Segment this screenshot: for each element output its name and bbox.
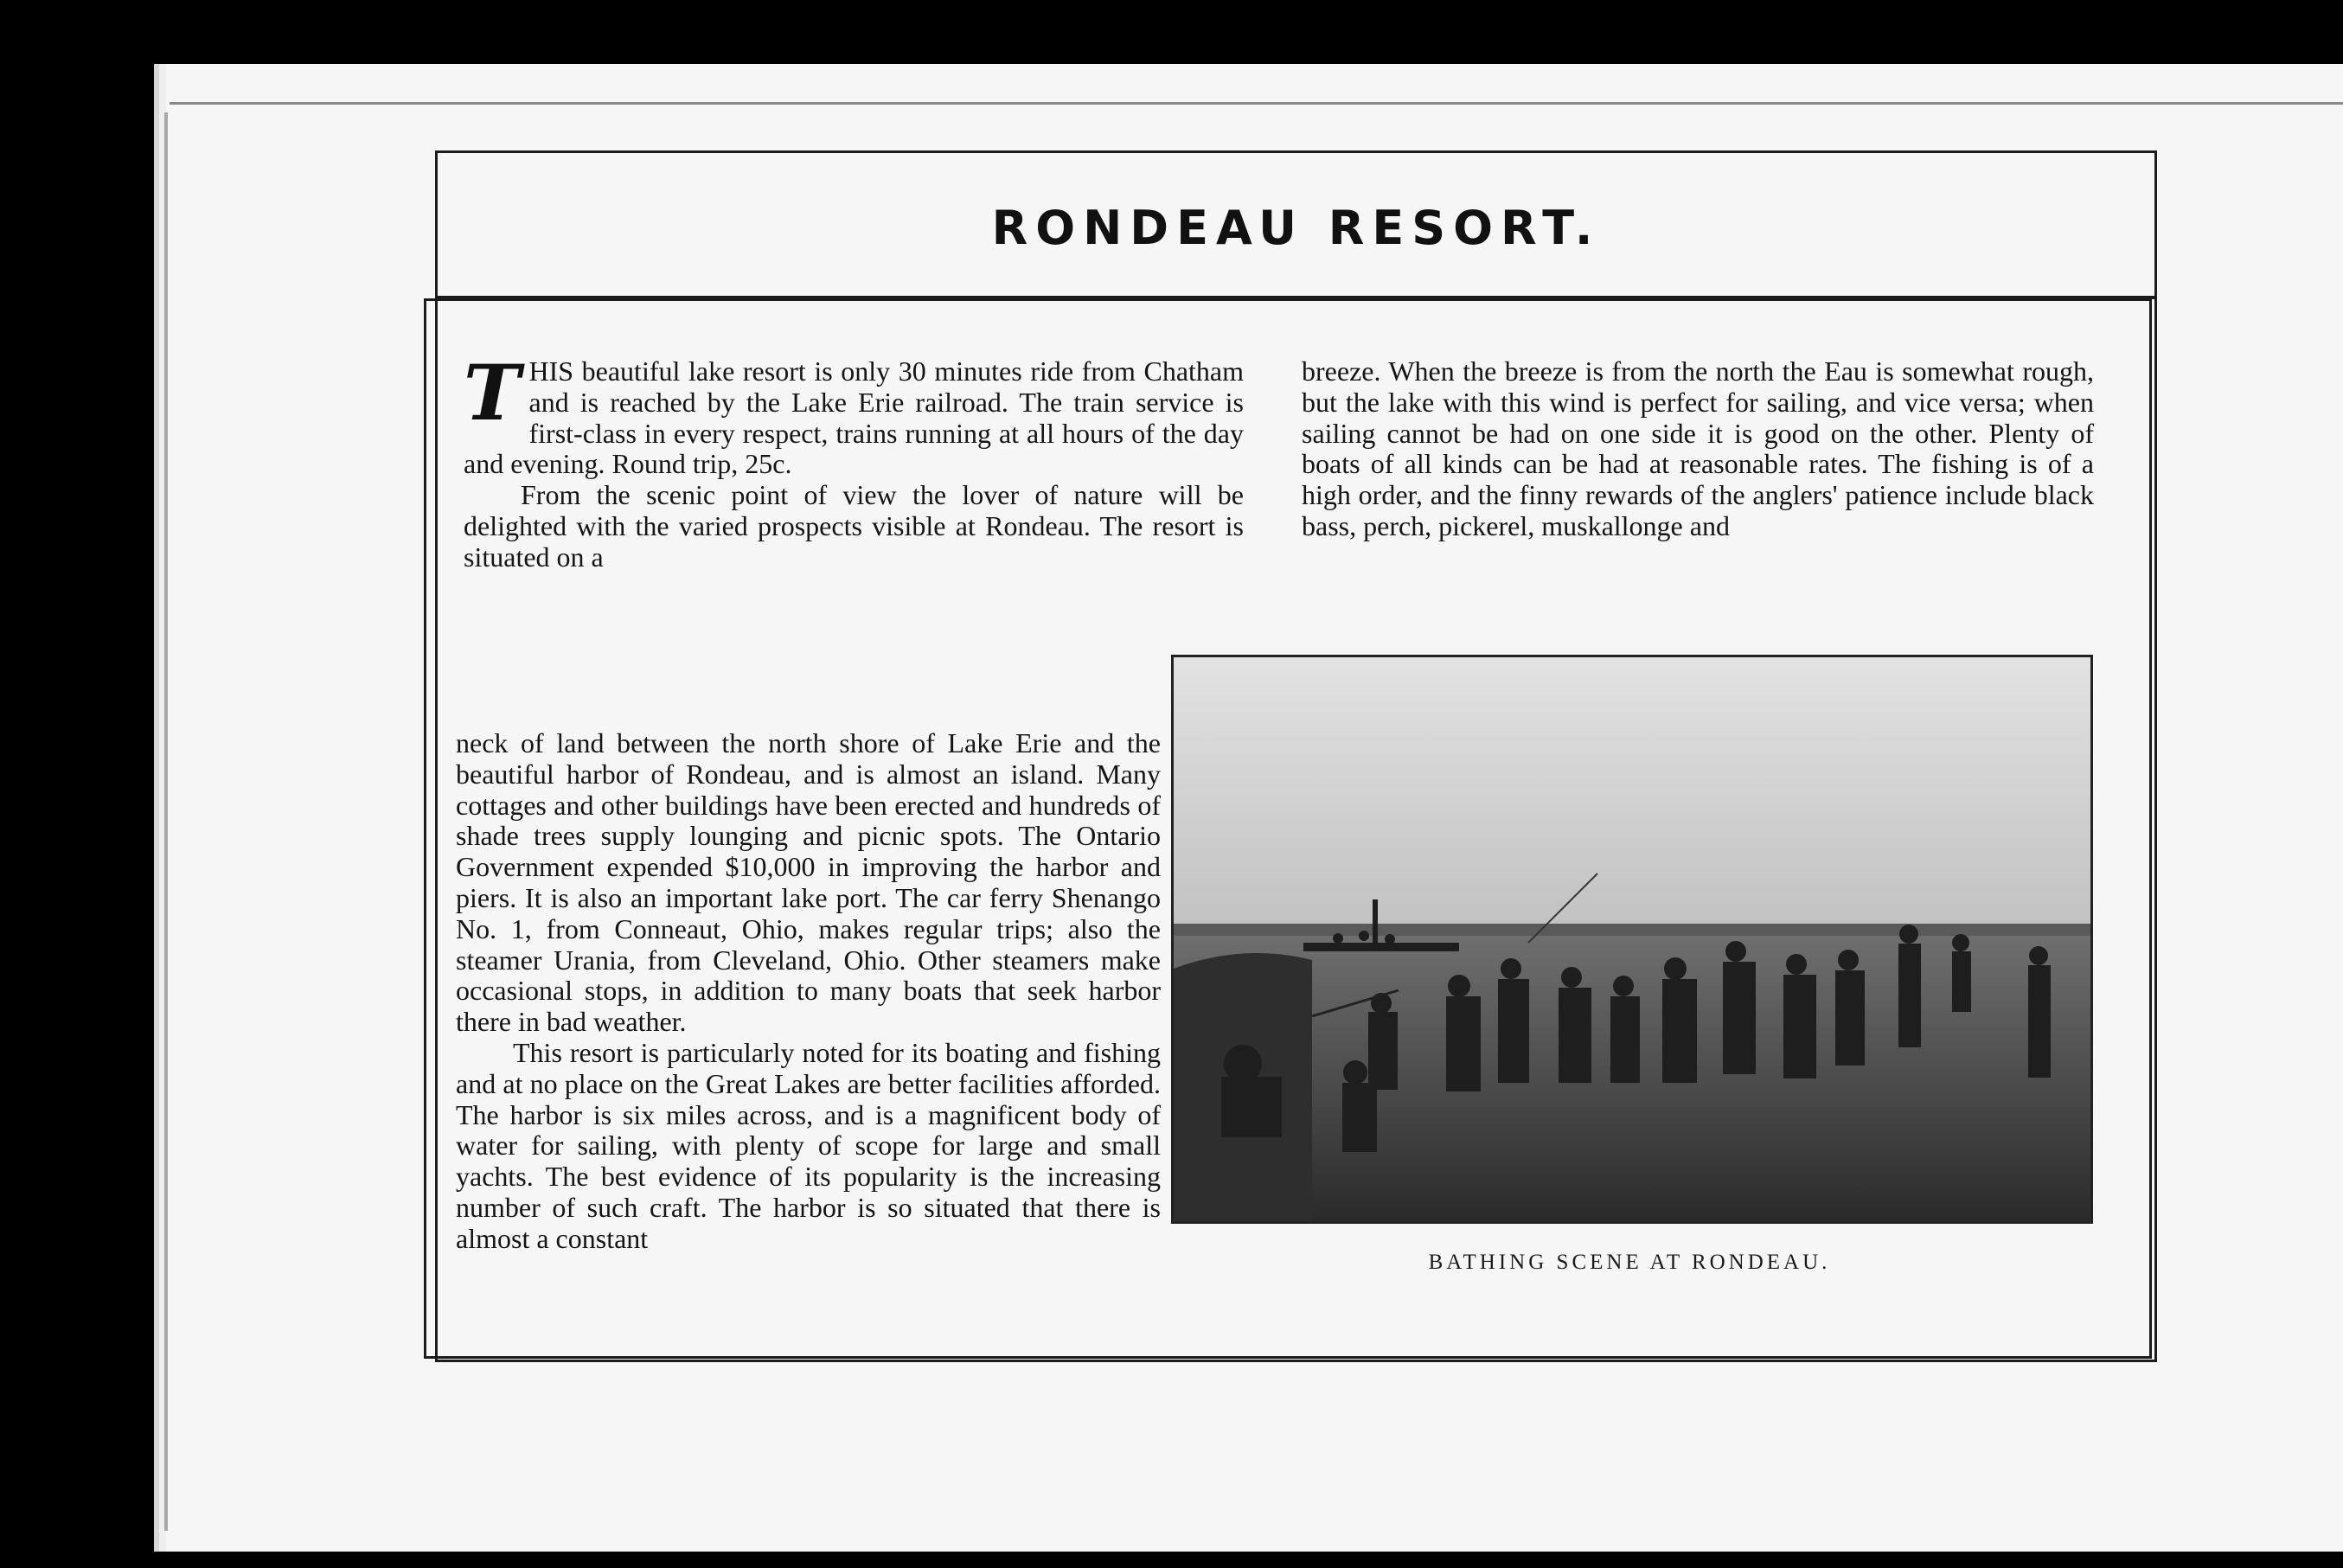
photo-caption: BATHING SCENE AT RONDEAU. [1428, 1251, 1831, 1274]
page-edge-left [164, 112, 168, 1531]
paragraph-2: From the scenic point of view the lover of nature will be delighted with the varied prospects visible at Rondeau. The resort is situated on a [464, 479, 1244, 573]
paragraph-1-text: HIS beautiful lake resort is only 30 minutes ride from Chatham and is reached by the Lake Erie railroad. The train service is first-class in every respect, trains running at all hours of the day and evening. Round trip, 25c. [464, 355, 1244, 480]
bathing-scene-photo [1171, 655, 2093, 1224]
column-1-bottom [456, 728, 1161, 1255]
paragraph-5: breeze. When the breeze is from the north the Eau is somewhat rough, but the lake with this wind is perfect for sailing, and vice versa; when sailing cannot be had on one side it is good on the other. Plenty of boats of all kinds can be had at reasonable rates. The fishing is of a high order, and the finny rewards of the anglers' patience include black bass, perch, pickerel, muskallonge and [1302, 355, 2094, 541]
paragraph-4: This resort is particularly noted for its boating and fishing and at no place on the Great Lakes are better facilities afforded. The harbor is six miles across, and is a magnificent body of water for sailing, with plenty of scope for large and small yachts. The best evidence of its popularity is the increasing number of such craft. The harbor is so situated that there is almost a constant [456, 1036, 1161, 1254]
column-1-top [464, 348, 1244, 573]
title-box [438, 153, 2154, 299]
photo-illustration [1174, 657, 2090, 1221]
column-2 [1302, 356, 2094, 542]
paragraph-1 [464, 348, 1244, 480]
article-title: RONDEAU RESORT. [991, 201, 1601, 255]
article-body [424, 298, 2152, 1359]
drop-cap: T [464, 348, 521, 438]
page-edge-top [170, 102, 2343, 105]
paragraph-3: neck of land between the north shore of Lake Erie and the beautiful harbor of Rondeau, and is almost an island. Many cottages and other buildings have been erected and hundreds of shade trees supply lounging and picnic spots. The Ontario Government expended $10,000 in improving the harbor and piers. It is also an important lake port. The car ferry Shenango No. 1, from Conneaut, Ohio, makes regular trips; also the steamer Urania, from Cleveland, Ohio. Other steamers make occasional stops, in addition to many boats that seek harbor there in bad weather. [456, 727, 1161, 1038]
article-frame [435, 150, 2157, 1362]
